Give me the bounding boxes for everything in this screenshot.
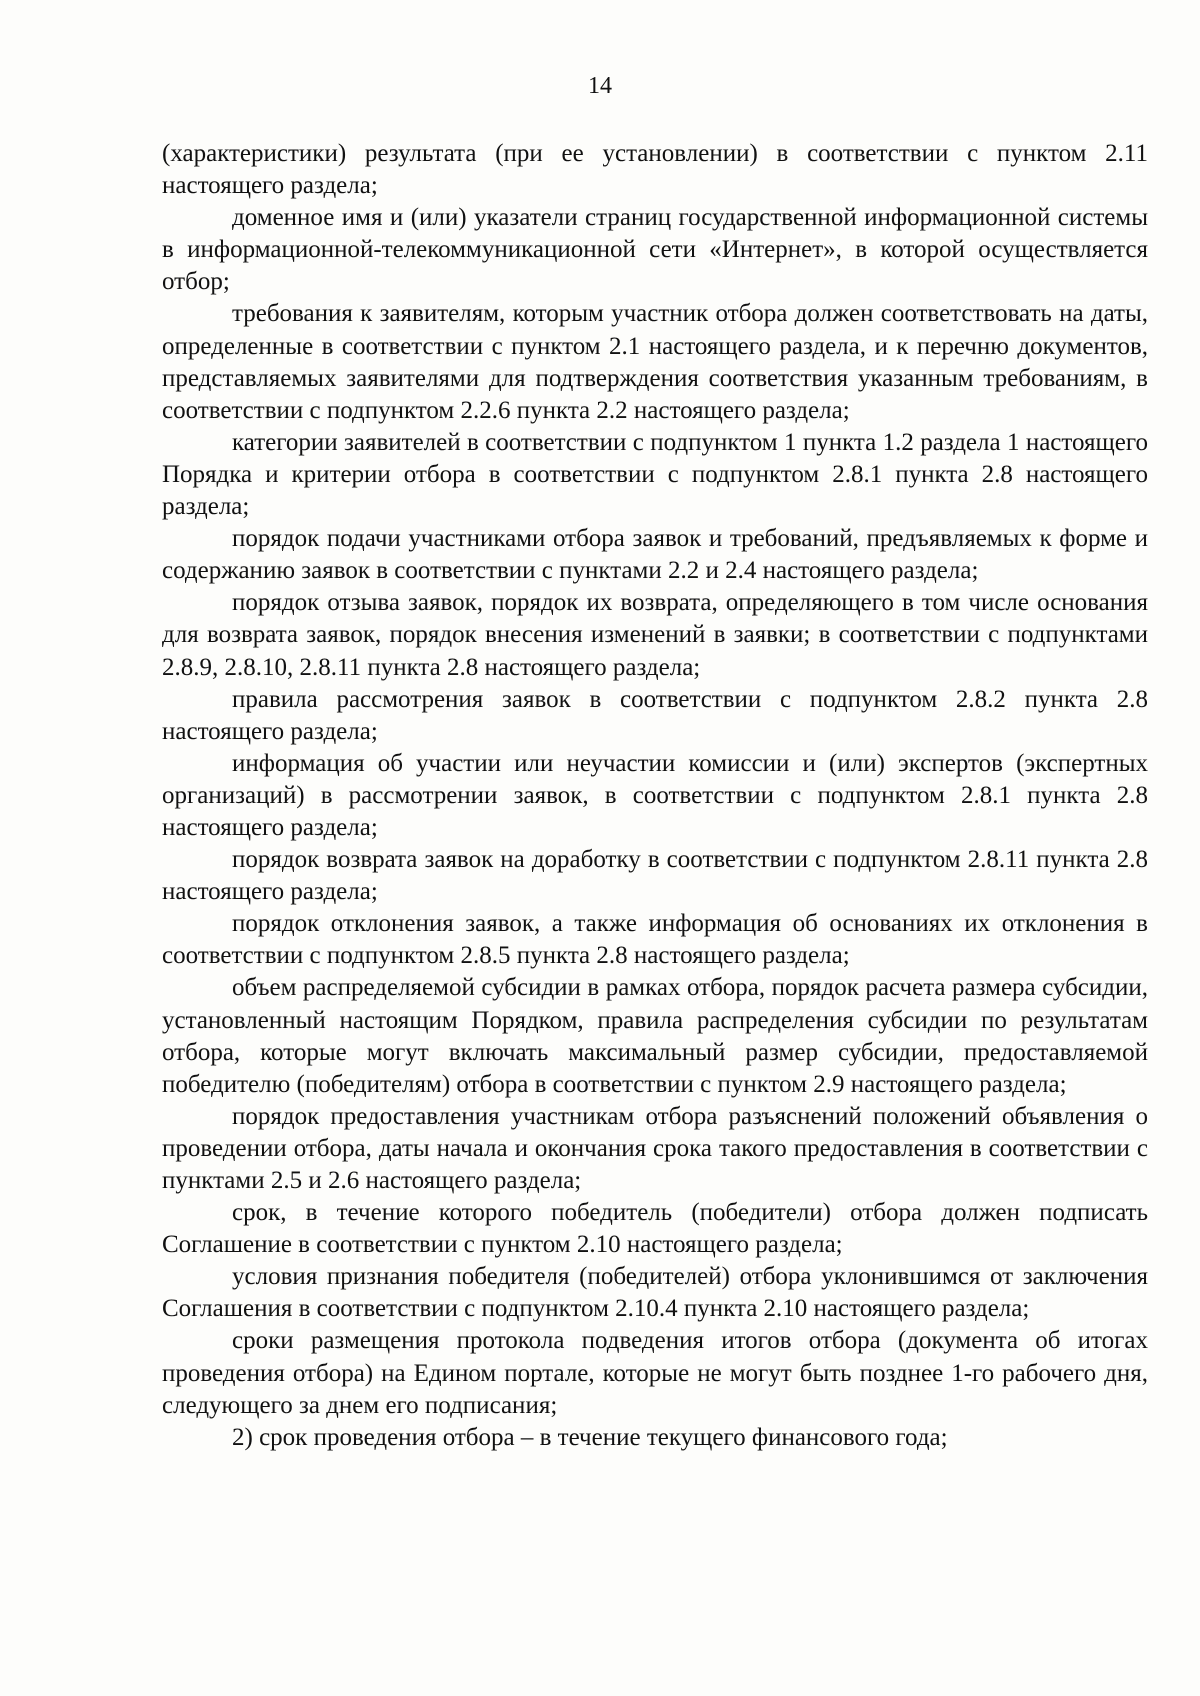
paragraph: сроки размещения протокола подведения итогов отбора (документа об итогах проведения отбора) на Едином портале, которые не могут быть позднее 1-го рабочего дня, следующего за днем его подписания; bbox=[162, 1327, 1148, 1419]
paragraph: порядок отзыва заявок, порядок их возврата, определяющего в том числе основания для возврата заявок, порядок внесения изменений в заявки; в соответствии с подпунктами 2.8.9, 2.8.10, 2.8.11 пункта 2.8 настоящего раздела; bbox=[162, 589, 1148, 681]
paragraph: требования к заявителям, которым участник отбора должен соответствовать на даты, определенные в соответствии с пунктом 2.1 настоящего раздела, и к перечню документов, представляемых заявителями для подтверждения соответствия указанным требованиям, в соответствии с подпунктом 2.2.6 пункта 2.2 настоящего раздела; bbox=[162, 300, 1148, 424]
page-number: 14 bbox=[588, 73, 612, 99]
paragraph: порядок подачи участниками отбора заявок и требований, предъявляемых к форме и содержанию заявок в соответствии с пунктами 2.2 и 2.4 настоящего раздела; bbox=[162, 525, 1148, 585]
paragraph: информация об участии или неучастии комиссии и (или) экспертов (экспертных организаций) в рассмотрении заявок, в соответствии с подпунктом 2.8.1 пункта 2.8 настоящего раздела; bbox=[162, 749, 1148, 841]
paragraph: порядок возврата заявок на доработку в соответствии с подпунктом 2.8.11 пункта 2.8 настоящего раздела; bbox=[162, 846, 1148, 906]
paragraph: доменное имя и (или) указатели страниц государственной информационной системы в информационной-телекоммуникационной сети «Интернет», в которой осуществляется отбор; bbox=[162, 204, 1148, 296]
paragraph: объем распределяемой субсидии в рамках отбора, порядок расчета размера субсидии, установленный настоящим Порядком, правила распределения субсидии по результатам отбора, которые могут включать максимальный размер субсидии, предоставляемой победителю (победителям) отбора в соответствии с пунктом 2.9 настоящего раздела; bbox=[162, 974, 1148, 1098]
paragraph: порядок предоставления участникам отбора разъяснений положений объявления о проведении отбора, даты начала и окончания срока такого предоставления в соответствии с пунктами 2.5 и 2.6 настоящего раздела; bbox=[162, 1102, 1148, 1194]
paragraph: порядок отклонения заявок, а также информация об основаниях их отклонения в соответствии с подпунктом 2.8.5 пункта 2.8 настоящего раздела; bbox=[162, 910, 1148, 970]
paragraph: категории заявителей в соответствии с подпунктом 1 пункта 1.2 раздела 1 настоящего Порядка и критерии отбора в соответствии с подпунктом 2.8.1 пункта 2.8 настоящего раздела; bbox=[162, 428, 1148, 521]
paragraph: (характеристики) результата (при ее установлении) в соответствии с пунктом 2.11 настоящего раздела; bbox=[162, 140, 1148, 200]
paragraph: правила рассмотрения заявок в соответствии с подпунктом 2.8.2 пункта 2.8 настоящего раздела; bbox=[162, 685, 1148, 745]
paragraph: 2) срок проведения отбора – в течение текущего финансового года; bbox=[232, 1423, 948, 1451]
paragraph: срок, в течение которого победитель (победители) отбора должен подписать Соглашение в соответствии с пунктом 2.10 настоящего раздела; bbox=[162, 1199, 1148, 1259]
document-body bbox=[162, 138, 1148, 1454]
paragraph: условия признания победителя (победителей) отбора уклонившимся от заключения Соглашения в соответствии с подпунктом 2.10.4 пункта 2.10 настоящего раздела; bbox=[162, 1263, 1148, 1323]
